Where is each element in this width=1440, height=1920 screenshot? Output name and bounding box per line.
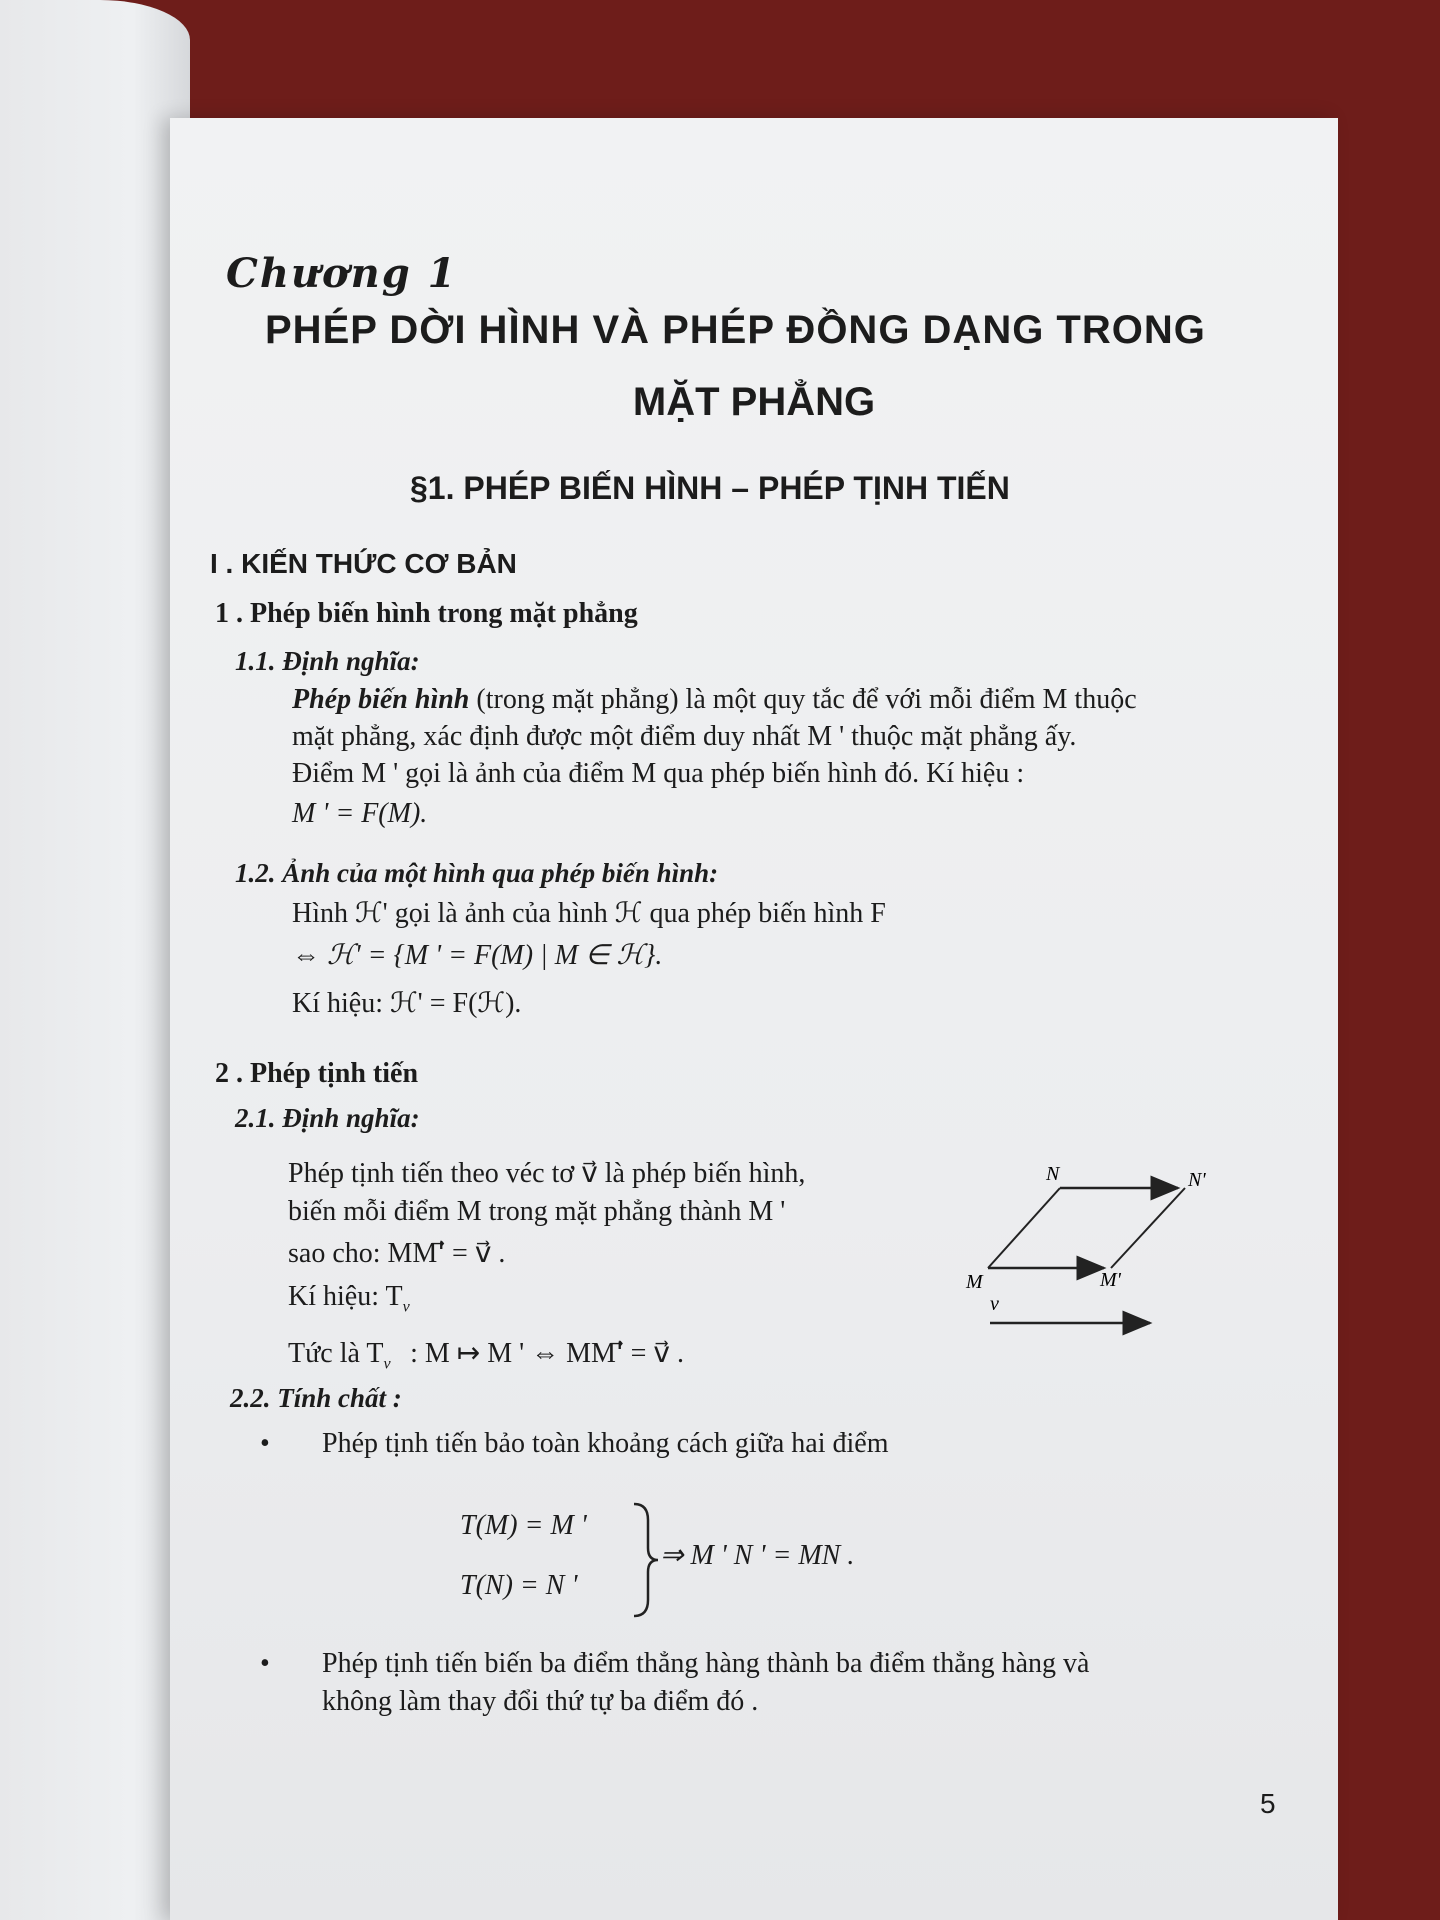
translation-notation	[288, 1281, 422, 1317]
page-number: 5	[1260, 1788, 1276, 1819]
subsection-2-heading: 2 . Phép tịnh tiến	[215, 1058, 419, 1089]
label-M-prime: M'	[1100, 1269, 1121, 1291]
part1-heading: I . KIẾN THỨC CƠ BẢN	[210, 548, 517, 579]
image-definition-line: Hình ℋ' gọi là ảnh của hình ℋ qua phép biến hình F	[292, 898, 886, 929]
translation-def-line-2: biến mỗi điểm M trong mặt phẳng thành M '	[288, 1196, 786, 1227]
property-1-result: ⇒ M ' N ' = MN .	[660, 1540, 855, 1571]
parallelogram-figure	[950, 1138, 1220, 1338]
section-title: §1. PHÉP BIẾN HÌNH – PHÉP TỊNH TIẾN	[410, 470, 1010, 506]
chapter-title-line2: MẶT PHẲNG	[632, 380, 876, 424]
property-1-text: Phép tịnh tiến bảo toàn khoảng cách giữa hai điểm	[322, 1428, 889, 1459]
definition-line-3: Điểm M ' gọi là ảnh của điểm M qua phép biến hình đó. Kí hiệu :	[292, 758, 1025, 789]
book-page	[170, 118, 1338, 1920]
subsection-1-1-heading: 1.1. Định nghĩa:	[235, 646, 420, 676]
definition-formula: M ' = F(M).	[292, 798, 428, 829]
chapter-label: Chương 1	[226, 250, 458, 297]
property-1-eq-2: T(N) = N '	[460, 1570, 578, 1601]
property-1-eq-1: T(M) = M '	[460, 1510, 587, 1541]
translation-notation-text: Kí hiệu: T	[288, 1281, 403, 1312]
translation-meaning	[288, 1336, 684, 1374]
definition-line-1	[292, 684, 1137, 716]
property-1-bullet: •	[260, 1428, 270, 1459]
right-brace	[630, 1500, 660, 1620]
subsection-2-1-heading: 2.1. Định nghĩa:	[235, 1103, 420, 1133]
property-2-bullet: •	[260, 1648, 270, 1679]
property-2-line-1: Phép tịnh tiến biến ba điểm thẳng hàng thành ba điểm thẳng hàng và	[322, 1648, 1090, 1679]
segment-MN	[988, 1188, 1060, 1268]
translation-def-line-1: Phép tịnh tiến theo véc tơ v⃗ là phép biến hình,	[288, 1158, 806, 1189]
image-notation: Kí hiệu: ℋ' = F(ℋ).	[292, 988, 522, 1019]
translation-meaning-text: Tức là T	[288, 1338, 384, 1369]
label-v: v⃗	[990, 1293, 1015, 1315]
definition-line-2: mặt phẳng, xác định được một điểm duy nhất M ' thuộc mặt phẳng ấy.	[292, 721, 1077, 752]
translation-def-line-3: sao cho: MM'⃗ = v⃗ .	[288, 1238, 506, 1269]
segment-M-prime-N-prime	[1111, 1188, 1185, 1268]
property-2-line-2: không làm thay đổi thứ tự ba điểm đó .	[322, 1686, 759, 1717]
subsection-2-2-heading: 2.2. Tính chất :	[230, 1383, 402, 1413]
label-N-prime: N'	[1188, 1169, 1206, 1191]
label-M: M	[966, 1271, 983, 1293]
definition-term: Phép biến hình	[292, 684, 470, 715]
image-formula: ⇔ ℋ' = {M ' = F(M) | M ∈ ℋ}.	[292, 940, 663, 971]
subsection-1-heading: 1 . Phép biến hình trong mặt phẳng	[215, 598, 638, 629]
subsection-1-2-heading: 1.2. Ảnh của một hình qua phép biến hình:	[235, 858, 719, 888]
translation-meaning-sub: v⃗	[383, 1355, 404, 1373]
previous-page-edge	[0, 0, 190, 1920]
translation-notation-sub: v⃗	[402, 1298, 423, 1316]
translation-meaning-rest: : M ↦ M ' ⇔ MM'⃗ = v⃗ .	[403, 1338, 684, 1369]
chapter-title-line1: PHÉP DỜI HÌNH VÀ PHÉP ĐỒNG DẠNG TRONG	[265, 308, 1206, 352]
label-N: N	[1046, 1163, 1060, 1185]
definition-line-1-rest: (trong mặt phẳng) là một quy tắc để với mỗi điểm M thuộc	[469, 684, 1137, 715]
